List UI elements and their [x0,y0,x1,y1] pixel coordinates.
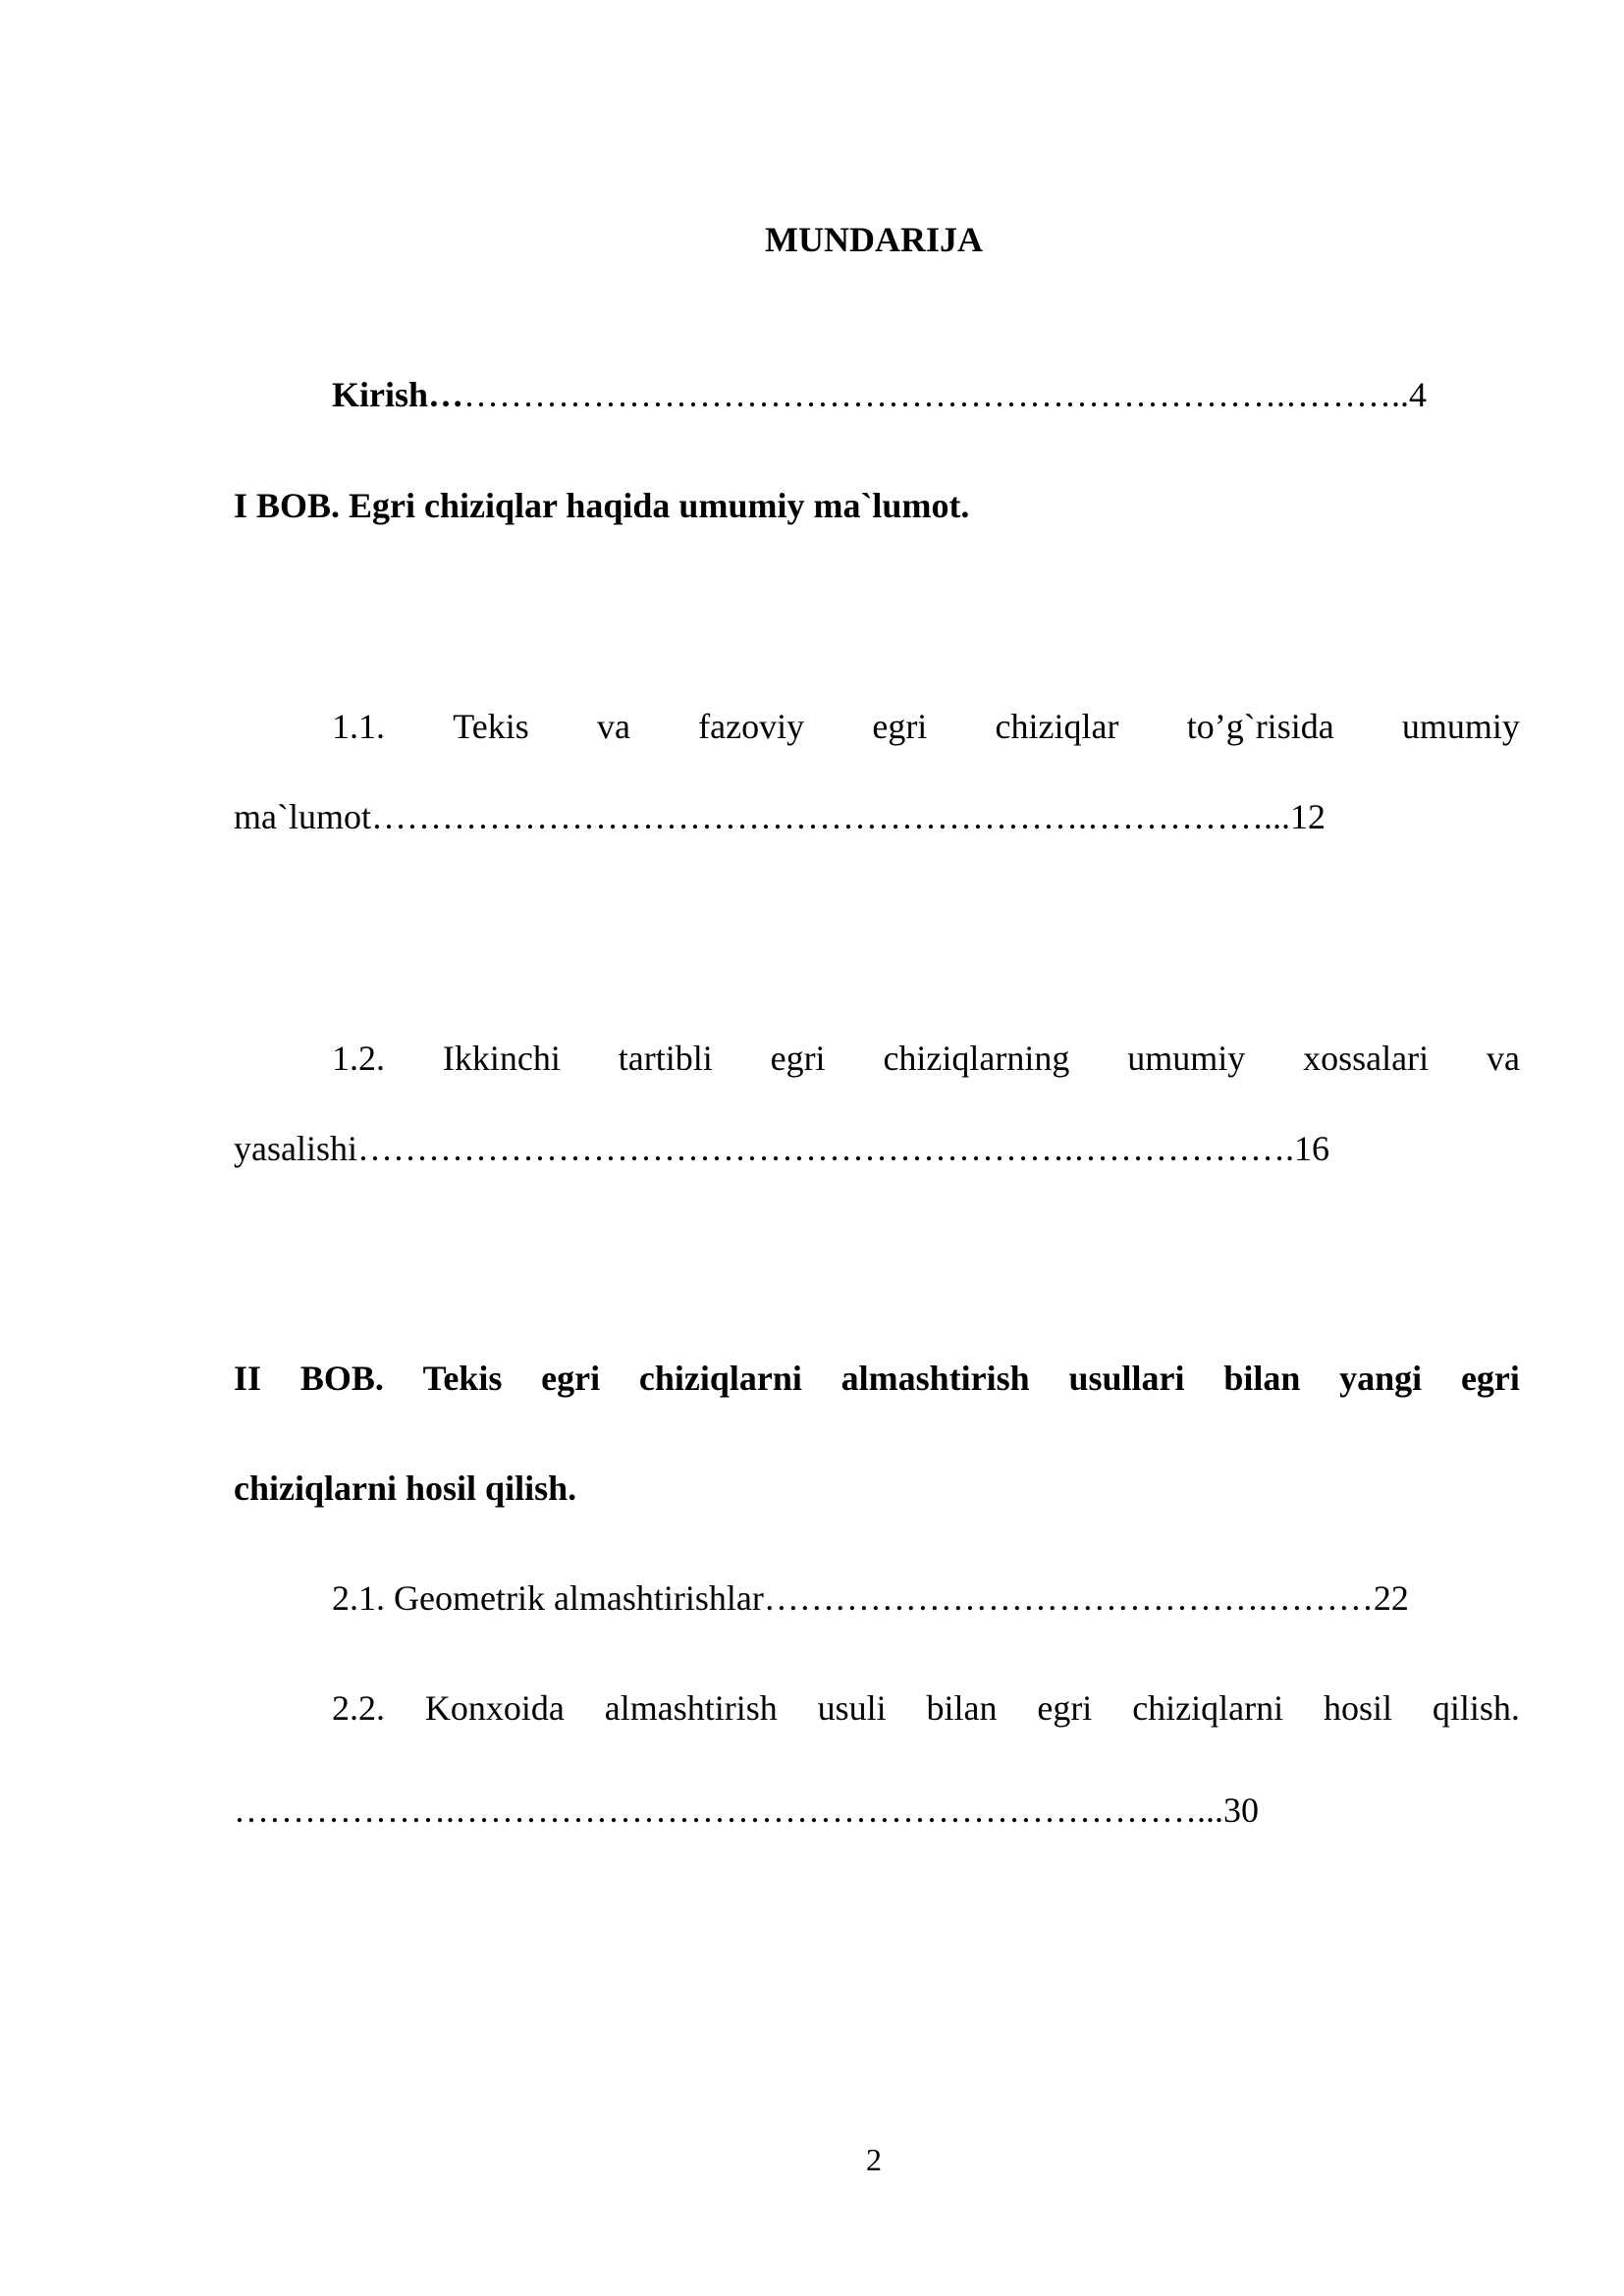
toc-word: 1.1. [332,707,385,746]
chapter-1-heading: I BOB. Egri chiziqlar haqida umumiy ma`lumot. [234,486,970,525]
toc-word: chiziqlarni [638,1359,802,1398]
toc-word: chiziqlarni [1132,1688,1284,1728]
toc-word: chiziqlar [995,707,1119,746]
toc-word: egri [1037,1688,1093,1728]
page-number: 2 [866,2142,882,2177]
toc-word: va [1486,1039,1520,1078]
toc-entry-intro-leader: …………………………………………………………….……….. [463,375,1410,414]
toc-word: Ikkinchi [442,1039,561,1078]
toc-word: usuli [817,1688,887,1728]
toc-entry-intro-label: Kirish… [332,375,464,414]
toc-word: egri [770,1039,826,1078]
toc-word: chiziqlarning [883,1039,1070,1078]
chapter-2-heading-first-line [234,1357,1520,1400]
toc-entry-intro-page: 4 [1409,375,1428,414]
toc-word: bilan [926,1688,998,1728]
toc-entry-1-1-first-line [332,705,1520,748]
toc-word: umumiy [1127,1039,1246,1078]
toc-entry-2-1: 2.1. Geometrik almashtirishlar…………………………………….………22 [332,1578,1409,1618]
toc-word: yangi [1339,1359,1423,1398]
toc-entry-1-2-first-line [332,1037,1520,1080]
toc-word: hosil [1324,1688,1393,1728]
toc-word: Tekis [453,707,529,746]
toc-word: Tekis [422,1359,503,1398]
toc-word: egri [1460,1359,1520,1398]
toc-word: egri [541,1359,601,1398]
toc-word: bilan [1223,1359,1301,1398]
toc-word: BOB. [299,1359,384,1398]
toc-word: II [234,1359,262,1398]
toc-word: Konxoida [424,1688,565,1728]
toc-word: xossalari [1303,1039,1430,1078]
toc-word: almashtirish [840,1359,1030,1398]
toc-word: 1.2. [332,1039,385,1078]
toc-word: fazoviy [698,707,805,746]
toc-entry-1-1-continuation: ma`lumot…………………………………………………….……………...12 [234,797,1326,836]
toc-word: umumiy [1401,707,1520,746]
toc-word: qilish. [1432,1688,1520,1728]
toc-entry-1-2-continuation: yasalishi…………………………………………………….……………….16 [234,1129,1329,1168]
toc-word: tartibli [618,1039,713,1078]
toc-word: egri [872,707,928,746]
toc-entry-2-2-continuation: ……………….………………………………………………………...30 [234,1790,1259,1830]
toc-word: va [596,707,630,746]
toc-entry-intro [332,373,1427,416]
chapter-2-heading-continuation: chiziqlarni hosil qilish. [234,1468,577,1508]
toc-word: to’g`risida [1186,707,1334,746]
page-title: MUNDARIJA [765,220,983,259]
toc-word: 2.2. [332,1688,385,1728]
toc-word: almashtirish [604,1688,778,1728]
toc-word: usullari [1068,1359,1185,1398]
toc-entry-2-2-first-line [332,1686,1520,1730]
